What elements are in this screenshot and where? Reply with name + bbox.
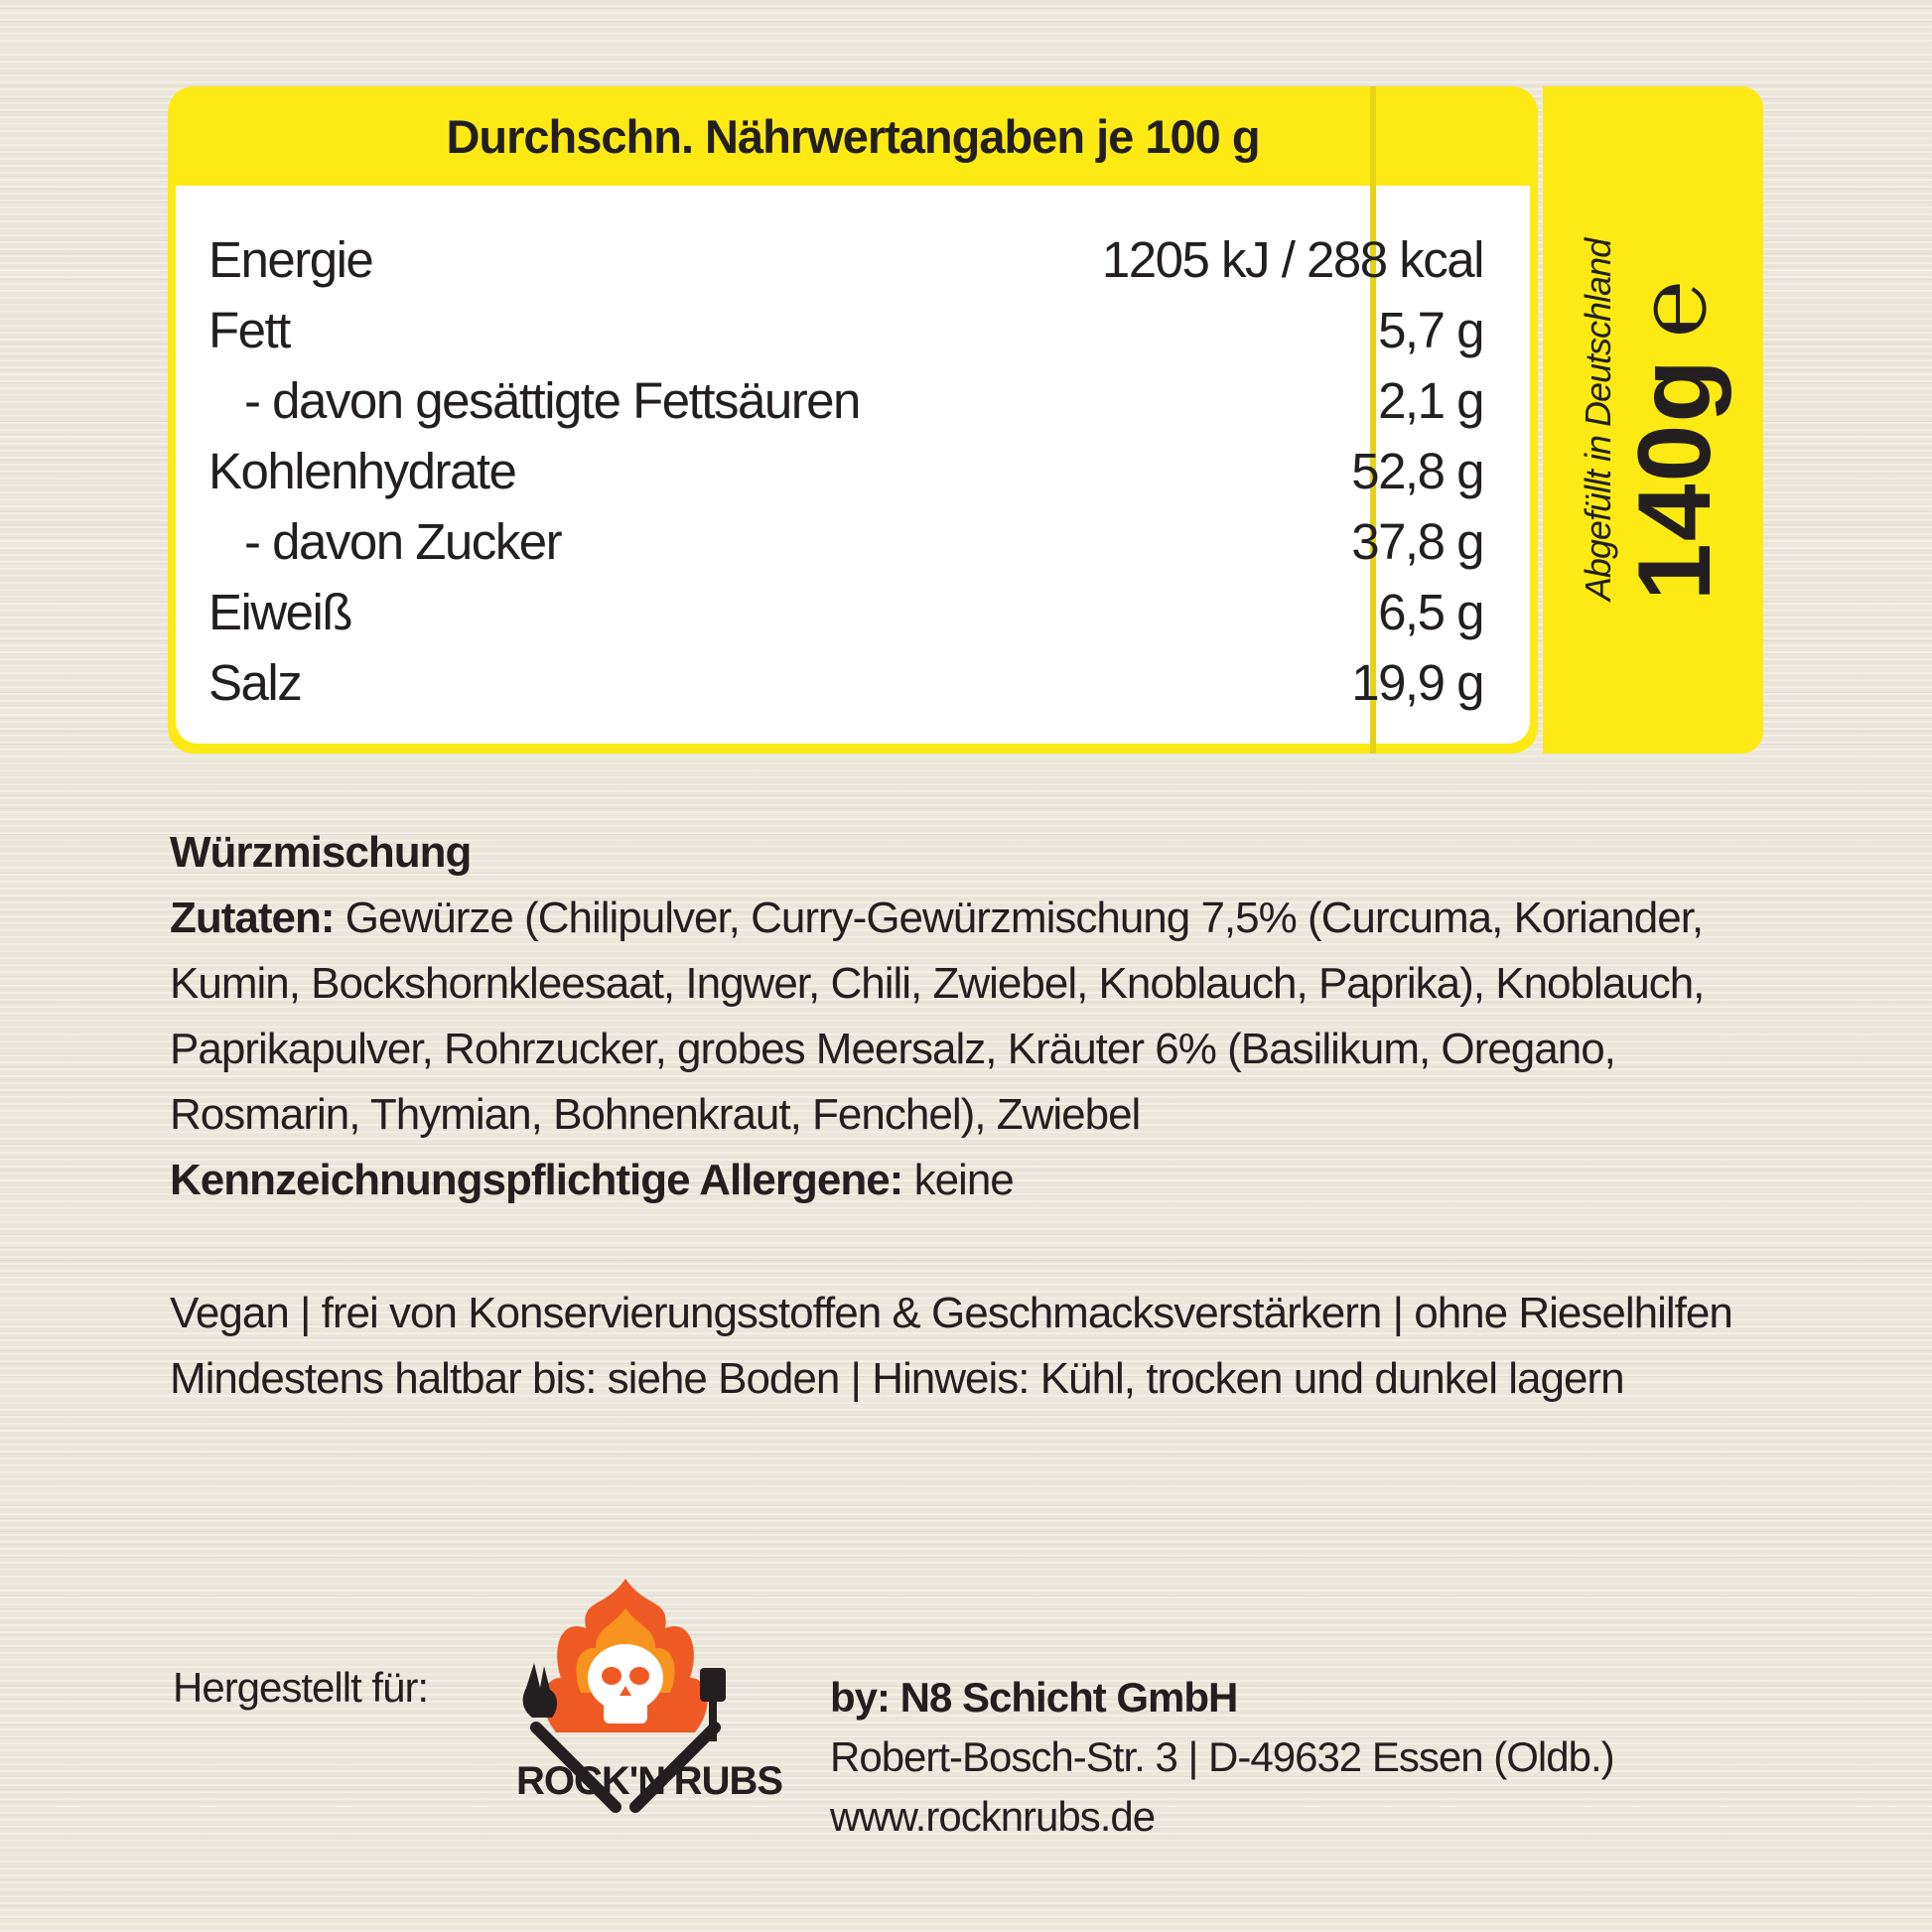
- company-address: Robert-Bosch-Str. 3 | D-49632 Essen (Oldb.): [830, 1733, 1614, 1780]
- nutrition-row: [208, 224, 1483, 295]
- nutrient-label: - davon gesättigte Fettsäuren: [244, 372, 860, 429]
- nutrient-value: 52,8 g: [1351, 443, 1483, 499]
- nutrient-label: Salz: [208, 654, 302, 711]
- nutrient-label: Eiweiß: [208, 584, 352, 640]
- nutrition-row: [208, 365, 1483, 436]
- allergens-label: Kennzeichnungspflichtige Allergene:: [170, 1156, 903, 1204]
- nutrition-table: [208, 224, 1483, 718]
- ingredients-text: Gewürze (Chilipulver, Curry-Gewürzmischung 7,5% (Curcuma, Koriander,: [334, 894, 1704, 942]
- nutrition-row: [208, 647, 1483, 718]
- weight-line: [1617, 280, 1732, 602]
- estimated-sign-icon: ℮: [1619, 280, 1725, 339]
- company-info: [830, 1668, 1614, 1847]
- weight-tab: [1543, 86, 1763, 754]
- allergens-line: [170, 1148, 1758, 1213]
- nutrient-label: Fett: [208, 302, 290, 358]
- ingredients-line: Paprikapulver, Rohrzucker, grobes Meersalz, Kräuter 6% (Basilikum, Oregano,: [170, 1025, 1615, 1073]
- nutrition-title: Durchschn. Nährwertangaben je 100 g: [446, 109, 1260, 163]
- origin-text: Abgefüllt in Deutschland: [1578, 238, 1618, 602]
- nutrition-row: [208, 436, 1483, 506]
- nutrient-value: 1205 kJ / 288 kcal: [1101, 231, 1483, 288]
- logo-wordmark: ROCK'N'RUBS: [516, 1759, 783, 1803]
- net-weight: 140g: [1617, 357, 1732, 602]
- ingredients-label: Zutaten:: [170, 894, 335, 942]
- note-line: Vegan | frei von Konservierungsstoffen & Geschmacksverstärkern | ohne Rieselhilfen: [170, 1289, 1732, 1337]
- nutrient-value: 37,8 g: [1351, 513, 1483, 570]
- note-line: Mindestens haltbar bis: siehe Boden | Hinweis: Kühl, trocken und dunkel lagern: [170, 1354, 1624, 1403]
- nutrition-row: [208, 506, 1483, 577]
- nutrient-label: - davon Zucker: [244, 513, 562, 570]
- ingredients-block: [170, 820, 1758, 1213]
- company-website[interactable]: www.rocknrubs.de: [830, 1793, 1156, 1840]
- nutrition-row: [208, 295, 1483, 365]
- ingredients-line: Rosmarin, Thymian, Bohnenkraut, Fenchel), Zwiebel: [170, 1090, 1141, 1139]
- nutrient-value: 19,9 g: [1351, 654, 1483, 711]
- nutrient-value: 6,5 g: [1378, 584, 1483, 640]
- nutrient-label: Kohlenhydrate: [208, 443, 516, 499]
- product-name: Würzmischung: [170, 828, 472, 877]
- nutrient-label: Energie: [208, 231, 373, 288]
- notes-block: [170, 1281, 1877, 1412]
- nutrient-value: 2,1 g: [1378, 372, 1483, 429]
- ingredients-line: [170, 886, 1758, 951]
- nutrition-row: [208, 577, 1483, 647]
- nutrient-value: 5,7 g: [1378, 302, 1483, 358]
- made-for-label: Hergestellt für:: [173, 1664, 429, 1711]
- ingredients-line: Kumin, Bockshornkleesaat, Ingwer, Chili, Zwiebel, Knoblauch, Paprika), Knoblauch,: [170, 959, 1705, 1008]
- company-name: by: N8 Schicht GmbH: [830, 1674, 1238, 1721]
- allergens-value: keine: [902, 1156, 1014, 1204]
- weight-tab-content: [1577, 238, 1732, 602]
